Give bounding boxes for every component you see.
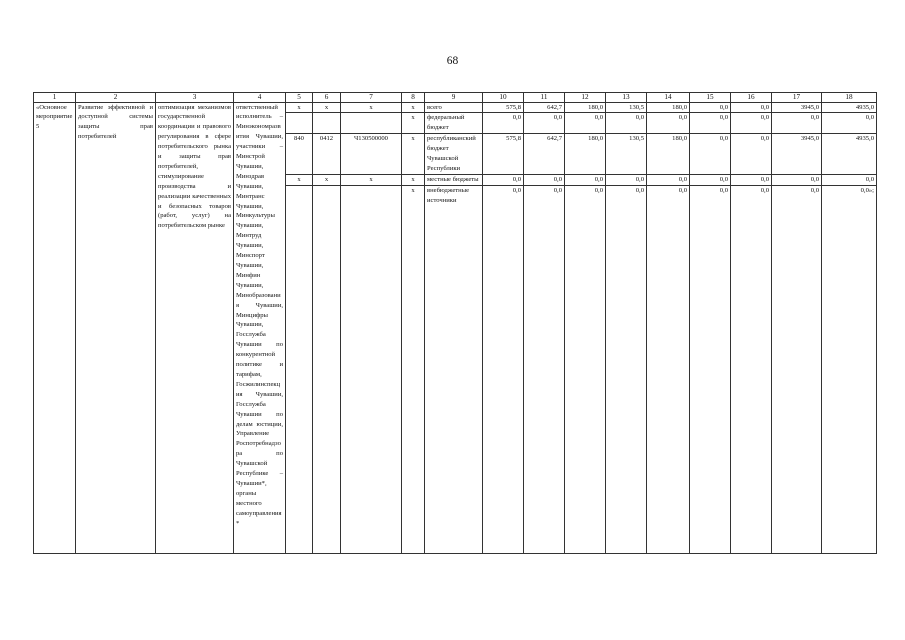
cell-value: 0,0 [483, 113, 524, 134]
col-number: 10 [483, 93, 524, 103]
cell-value: 0,0 [731, 174, 772, 185]
cell-source: всего [425, 102, 483, 113]
activity-name: «Основное мероприятие 5 [34, 102, 76, 553]
cell-value: 0,0 [606, 174, 647, 185]
col-number: 15 [690, 93, 731, 103]
cell-target: x [341, 102, 402, 113]
cell-expense-group: x [402, 113, 425, 134]
cell-source: республиканский бюджет Чувашской Республики [425, 134, 483, 175]
col-number: 6 [313, 93, 341, 103]
cell-value: 0,0 [483, 185, 524, 553]
cell-value: 0,0 [772, 185, 822, 553]
cell-grbs [286, 185, 313, 553]
col-number: 16 [731, 93, 772, 103]
cell-value: 4935,0 [822, 134, 877, 175]
page-number: 68 [446, 55, 459, 67]
cell-value: 642,7 [524, 134, 565, 175]
cell-expense-group: x [402, 174, 425, 185]
cell-value: 0,0 [690, 102, 731, 113]
cell-value: 130,5 [606, 134, 647, 175]
cell-source: федеральный бюджет [425, 113, 483, 134]
cell-value: 0,0 [772, 113, 822, 134]
cell-section [313, 185, 341, 553]
cell-value: 0,0 [690, 174, 731, 185]
cell-expense-group: x [402, 102, 425, 113]
cell-grbs [286, 113, 313, 134]
col-number: 7 [341, 93, 402, 103]
cell-value: 0,0 [565, 113, 606, 134]
col-number: 2 [76, 93, 156, 103]
cell-value: 0,0 [731, 185, 772, 553]
cell-value: 0,0 [690, 134, 731, 175]
cell-value: 0,0 [772, 174, 822, 185]
cell-value: 0,0 [524, 185, 565, 553]
cell-value: 0,0 [524, 174, 565, 185]
cell-target [341, 113, 402, 134]
cell-value: 575,8 [483, 134, 524, 175]
cell-value: 180,0 [565, 134, 606, 175]
col-number: 18 [822, 93, 877, 103]
cell-value: 0,0 [606, 113, 647, 134]
table-row [34, 102, 877, 113]
cell-value: 180,0 [565, 102, 606, 113]
col-number: 4 [234, 93, 286, 103]
cell-value: 0,0 [565, 174, 606, 185]
cell-value: 0,0 [647, 174, 690, 185]
cell-section: x [313, 174, 341, 185]
cell-value: 3945,0 [772, 134, 822, 175]
col-number: 5 [286, 93, 313, 103]
cell-value: 0,0 [822, 113, 877, 134]
col-number: 17 [772, 93, 822, 103]
activity-title: Развитие эффективной и доступной системы защиты прав потребителей [76, 102, 156, 553]
cell-value: 0,0»; [822, 185, 877, 553]
cell-section: x [313, 102, 341, 113]
cell-value: 575,8 [483, 102, 524, 113]
cell-value: 0,0 [822, 174, 877, 185]
col-number: 3 [156, 93, 234, 103]
activity-executors: ответственный исполнитель – Минэкономразвития Чувашии, участники – Минстрой Чувашии, Минздрав Чувашии, Минтранс Чувашии, Минкультуры Чувашии, Минтруд Чувашии, Минспорт Чувашии, Минфин Чувашии, Минобразования Чувашии, Минцифры Чувашии, Госслужба Чувашии по конкурентной политике и тарифам, Госжилинспекция Чувашии, Госслужба Чувашии по делам юстиции, Управление Роспотребнадзора по Чувашской Республике – Чувашии*, органы местного самоуправления* [234, 102, 286, 553]
col-number: 13 [606, 93, 647, 103]
cell-value: 0,0 [647, 185, 690, 553]
cell-value: 180,0 [647, 102, 690, 113]
activity-description: оптимизация механизмов государственной координации и правового регулирования в сфере потребительского рынка и защиты прав потребителей, стимулирование производства и реализации качественных и безопасных товаров (работ, услуг) на потребительском рынке [156, 102, 234, 553]
cell-target [341, 185, 402, 553]
cell-target: x [341, 174, 402, 185]
cell-value: 0,0 [690, 113, 731, 134]
cell-expense-group: x [402, 185, 425, 553]
cell-value: 0,0 [647, 113, 690, 134]
cell-value: 180,0 [647, 134, 690, 175]
cell-value: 130,5 [606, 102, 647, 113]
cell-section: 0412 [313, 134, 341, 175]
cell-value: 4935,0 [822, 102, 877, 113]
cell-source: местные бюджеты [425, 174, 483, 185]
cell-value: 0,0 [690, 185, 731, 553]
cell-value: 0,0 [606, 185, 647, 553]
cell-expense-group: x [402, 134, 425, 175]
cell-value: 642,7 [524, 102, 565, 113]
cell-value: 0,0 [524, 113, 565, 134]
cell-value: 0,0 [731, 102, 772, 113]
cell-value: 0,0 [731, 134, 772, 175]
cell-value: 0,0 [565, 185, 606, 553]
cell-grbs: x [286, 102, 313, 113]
cell-value: 0,0 [483, 174, 524, 185]
header-row [34, 93, 877, 103]
cell-value: 3945,0 [772, 102, 822, 113]
budget-table [33, 92, 877, 554]
cell-grbs: x [286, 174, 313, 185]
col-number: 11 [524, 93, 565, 103]
col-number: 9 [425, 93, 483, 103]
col-number: 1 [34, 93, 76, 103]
cell-value: 0,0 [731, 113, 772, 134]
col-number: 14 [647, 93, 690, 103]
cell-section [313, 113, 341, 134]
col-number: 8 [402, 93, 425, 103]
cell-grbs: 840 [286, 134, 313, 175]
cell-target: Ч130500000 [341, 134, 402, 175]
cell-source: внебюджетные источники [425, 185, 483, 553]
col-number: 12 [565, 93, 606, 103]
